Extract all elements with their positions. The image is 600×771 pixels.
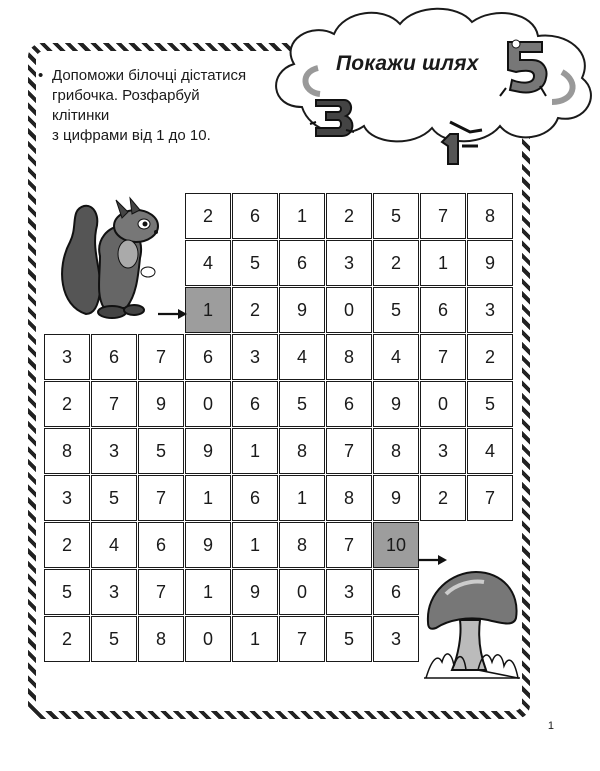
instruction-line: з цифрами від 1 до 10. xyxy=(52,127,211,144)
maze-cell[interactable]: 9 xyxy=(232,569,278,615)
maze-cell[interactable]: 10 xyxy=(373,522,419,568)
maze-cell[interactable]: 0 xyxy=(420,381,466,427)
maze-cell[interactable]: 8 xyxy=(44,428,90,474)
maze-cell[interactable]: 0 xyxy=(279,569,325,615)
maze-cell[interactable]: 9 xyxy=(373,475,419,521)
maze-cell[interactable]: 7 xyxy=(420,193,466,239)
maze-cell[interactable]: 3 xyxy=(232,334,278,380)
maze-cell[interactable]: 8 xyxy=(279,428,325,474)
maze-cell[interactable]: 6 xyxy=(232,381,278,427)
maze-cell[interactable]: 4 xyxy=(279,334,325,380)
maze-cell[interactable]: 0 xyxy=(326,287,372,333)
page-number: 1 xyxy=(547,720,554,732)
maze-cell[interactable]: 6 xyxy=(420,287,466,333)
maze-cell[interactable]: 3 xyxy=(326,569,372,615)
instructions: • Допоможи білочці дістатися грибочка. Розфарбуй клітинки з цифрами від 1 до 10. xyxy=(52,66,252,146)
maze-cell[interactable]: 1 xyxy=(279,475,325,521)
maze-cell[interactable]: 3 xyxy=(467,287,513,333)
maze-cell[interactable]: 9 xyxy=(467,240,513,286)
maze-cell[interactable]: 2 xyxy=(44,381,90,427)
maze-cell[interactable]: 4 xyxy=(91,522,137,568)
maze-cell[interactable]: 1 xyxy=(232,522,278,568)
maze-cell[interactable]: 8 xyxy=(326,475,372,521)
maze-cell[interactable]: 7 xyxy=(279,616,325,662)
maze-cell[interactable]: 6 xyxy=(138,522,184,568)
maze-cell[interactable]: 3 xyxy=(44,475,90,521)
maze-cell[interactable]: 5 xyxy=(326,616,372,662)
maze-cell[interactable]: 3 xyxy=(91,428,137,474)
maze-cell[interactable]: 2 xyxy=(44,616,90,662)
start-arrow-icon xyxy=(156,307,188,321)
maze-cell[interactable]: 5 xyxy=(373,193,419,239)
maze-cell[interactable]: 2 xyxy=(44,522,90,568)
maze-cell[interactable]: 6 xyxy=(232,475,278,521)
maze-cell[interactable]: 4 xyxy=(373,334,419,380)
maze-cell[interactable]: 9 xyxy=(279,287,325,333)
maze-cell[interactable]: 1 xyxy=(185,569,231,615)
maze-cell[interactable]: 7 xyxy=(138,334,184,380)
maze-cell[interactable]: 2 xyxy=(185,193,231,239)
end-arrow-icon xyxy=(416,553,448,567)
maze-cell[interactable]: 2 xyxy=(326,193,372,239)
maze-cell[interactable]: 3 xyxy=(44,334,90,380)
maze-cell[interactable]: 3 xyxy=(420,428,466,474)
maze-cell[interactable]: 4 xyxy=(467,428,513,474)
maze-cell[interactable]: 9 xyxy=(373,381,419,427)
maze-cell[interactable]: 1 xyxy=(232,616,278,662)
maze-cell[interactable]: 5 xyxy=(138,428,184,474)
maze-cell[interactable]: 3 xyxy=(373,616,419,662)
maze-cell[interactable]: 8 xyxy=(326,334,372,380)
maze-cell[interactable]: 8 xyxy=(279,522,325,568)
maze-cell[interactable]: 7 xyxy=(138,569,184,615)
maze-cell[interactable]: 7 xyxy=(138,475,184,521)
maze-cell[interactable]: 1 xyxy=(185,287,231,333)
maze-cell[interactable]: 5 xyxy=(373,287,419,333)
maze-cell[interactable]: 6 xyxy=(232,193,278,239)
maze-cell[interactable]: 6 xyxy=(279,240,325,286)
maze-cell[interactable]: 2 xyxy=(420,475,466,521)
maze-cell[interactable]: 1 xyxy=(232,428,278,474)
maze-cell[interactable]: 8 xyxy=(138,616,184,662)
maze-cell[interactable]: 4 xyxy=(185,240,231,286)
maze-cell[interactable]: 5 xyxy=(91,475,137,521)
maze-cell[interactable]: 2 xyxy=(373,240,419,286)
maze-cell[interactable]: 8 xyxy=(373,428,419,474)
maze-cell[interactable]: 1 xyxy=(420,240,466,286)
maze-cell[interactable]: 5 xyxy=(467,381,513,427)
maze-cell[interactable]: 5 xyxy=(279,381,325,427)
maze-cell[interactable]: 8 xyxy=(467,193,513,239)
maze-cell[interactable]: 6 xyxy=(326,381,372,427)
page-title: Покажи шлях xyxy=(336,52,479,75)
maze-cell[interactable]: 1 xyxy=(279,193,325,239)
instruction-line: Допоможи білочці дістатися xyxy=(52,67,247,84)
maze-cell[interactable]: 3 xyxy=(91,569,137,615)
maze-cell[interactable]: 7 xyxy=(326,522,372,568)
maze-cell[interactable]: 5 xyxy=(44,569,90,615)
maze-cell[interactable]: 7 xyxy=(467,475,513,521)
maze-cell[interactable]: 3 xyxy=(326,240,372,286)
maze-cell[interactable]: 5 xyxy=(232,240,278,286)
maze-cell[interactable]: 6 xyxy=(91,334,137,380)
maze-cell[interactable]: 0 xyxy=(185,381,231,427)
maze-cell[interactable]: 2 xyxy=(467,334,513,380)
maze-cell[interactable]: 7 xyxy=(91,381,137,427)
maze-cell[interactable]: 9 xyxy=(185,522,231,568)
maze-cell[interactable]: 6 xyxy=(185,334,231,380)
maze-cell[interactable]: 2 xyxy=(232,287,278,333)
instruction-line: грибочка. Розфарбуй клітинки xyxy=(52,87,200,124)
maze-cell[interactable]: 6 xyxy=(373,569,419,615)
maze-cell[interactable]: 0 xyxy=(185,616,231,662)
maze-cell[interactable]: 1 xyxy=(185,475,231,521)
maze-cell[interactable]: 7 xyxy=(326,428,372,474)
maze-cell[interactable]: 7 xyxy=(420,334,466,380)
maze-cell[interactable]: 5 xyxy=(91,616,137,662)
maze-cell[interactable]: 9 xyxy=(185,428,231,474)
maze-cell[interactable]: 9 xyxy=(138,381,184,427)
